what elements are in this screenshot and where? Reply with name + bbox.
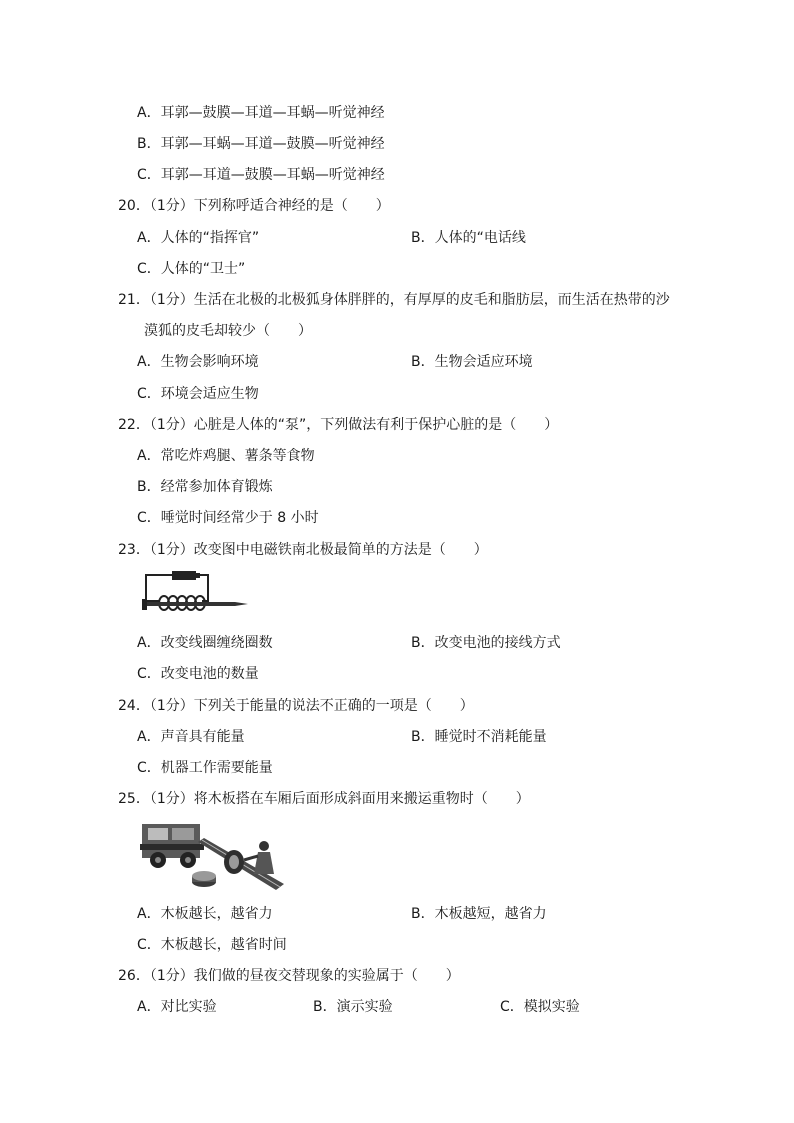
question-25-stem: 25．（1分）将木板搭在车厢后面形成斜面用来搬运重物时（ ）	[118, 791, 530, 807]
option-c: C．改变电池的数量	[137, 666, 259, 682]
option-a: A．常吃炸鸡腿、薯条等食物	[137, 448, 315, 464]
option-b: B．演示实验	[313, 999, 393, 1015]
option-b: B．人体的“电话线	[411, 230, 526, 246]
option-c: C．环境会适应生物	[137, 386, 259, 402]
option-a: A．生物会影响环境	[137, 354, 259, 370]
option-a: A．对比实验	[137, 999, 217, 1015]
truck-ramp-figure	[138, 818, 288, 894]
option-b: B．木板越短，越省力	[411, 906, 547, 922]
option-a: A．声音具有能量	[137, 729, 245, 745]
option-c: C．人体的“卫士”	[137, 261, 246, 277]
battery-icon	[172, 571, 200, 580]
question-21-stem-continued: 漠狐的皮毛却较少（ ）	[144, 323, 312, 339]
option-a: A．改变线圈缠绕圈数	[137, 635, 273, 651]
option-b: B．改变电池的接线方式	[411, 635, 561, 651]
question-21-stem: 21．（1分）生活在北极的北极狐身体胖胖的，有厚厚的皮毛和脂肪层，而生活在热带的沙	[118, 292, 670, 308]
question-22-stem: 22．（1分）心脏是人体的“泵”，下列做法有利于保护心脏的是（ ）	[118, 417, 559, 433]
barrel-icon	[224, 850, 244, 874]
option-b: B．睡觉时不消耗能量	[411, 729, 547, 745]
option-a: A．人体的“指挥官”	[137, 230, 260, 246]
option-c: C．木板越长，越省时间	[137, 937, 287, 953]
question-20-stem: 20．（1分）下列称呼适合神经的是（ ）	[118, 198, 390, 214]
question-26-stem: 26．（1分）我们做的昼夜交替现象的实验属于（ ）	[118, 968, 460, 984]
question-23-stem: 23．（1分）改变图中电磁铁南北极最简单的方法是（ ）	[118, 542, 488, 558]
option-b: B．生物会适应环境	[411, 354, 533, 370]
option-c: C．机器工作需要能量	[137, 760, 273, 776]
option-c: C．耳郭—耳道—鼓膜—耳蜗—听觉神经	[137, 167, 385, 183]
electromagnet-figure	[140, 567, 252, 619]
question-24-stem: 24．（1分）下列关于能量的说法不正确的一项是（ ）	[118, 698, 474, 714]
option-c: C．唾觉时间经常少于 8 小时	[137, 510, 319, 526]
truck-icon	[140, 824, 204, 868]
barrel-on-ground-icon	[192, 871, 216, 887]
option-a: A．木板越长，越省力	[137, 906, 273, 922]
option-a: A．耳郭—鼓膜—耳道—耳蜗—听觉神经	[137, 105, 385, 121]
option-c: C．模拟实验	[500, 999, 580, 1015]
option-b: B．经常参加体育锻炼	[137, 479, 273, 495]
option-b: B．耳郭—耳蜗—耳道—鼓膜—听觉神经	[137, 136, 385, 152]
